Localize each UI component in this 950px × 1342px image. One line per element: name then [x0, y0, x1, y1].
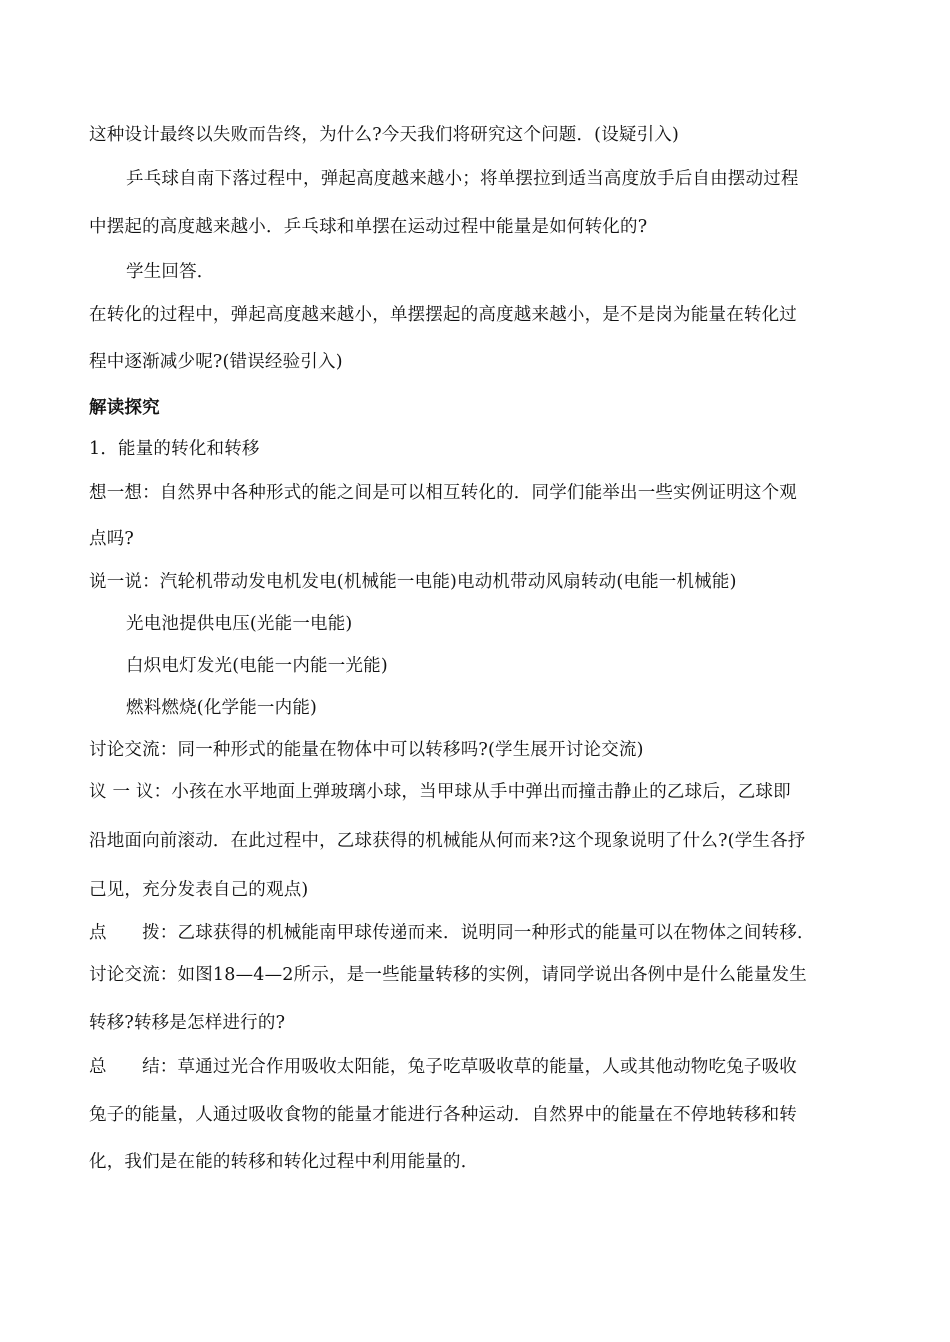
discuss-marbles-line-3: 己见，充分发表自己的观点) — [89, 880, 309, 900]
think-line-1: 想一想：自然界中各种形式的能之间是可以相互转化的．同学们能举出一些实例证明这个观 — [89, 483, 797, 503]
paragraph-pingpong-line-1: 乒乓球自南下落过程中，弹起高度越来越小；将单摆拉到适当高度放手后自由摆动过程 — [126, 169, 799, 189]
summary-text: 草通过光合作用吸收太阳能，兔子吃草吸收草的能量，人或其他动物吃兔子吸收 — [177, 1057, 797, 1077]
hint-line — [89, 922, 815, 944]
subsection-heading: 1．能量的转化和转移 — [89, 439, 260, 459]
discuss-text: 小孩在水平地面上弹玻璃小球，当甲球从手中弹出而撞击静止的乙球后，乙球即 — [171, 782, 791, 802]
paragraph-student-answer: 学生回答． — [126, 262, 215, 282]
discussion-figure-line-2: 转移?转移是怎样进行的? — [89, 1013, 286, 1033]
paragraph-misconception-line-1: 在转化的过程中，弹起高度越来越小，单摆摆起的高度越来越小，是不是岗为能量在转化过 — [89, 305, 797, 325]
say-example-photocell: 光电池提供电压(光能一电能) — [126, 614, 353, 634]
think-line-2: 点吗? — [89, 529, 134, 549]
hint-label: 点 拨： — [89, 923, 178, 943]
say-example-fuel: 燃料燃烧(化学能一内能) — [126, 698, 318, 718]
discuss-label: 议 一 议： — [89, 782, 172, 802]
discussion-line-1: 讨论交流：同一种形式的能量在物体中可以转移吗?(学生展开讨论交流) — [89, 740, 644, 760]
paragraph-pingpong-line-2: 中摆起的高度越来越小．乒乓球和单摆在运动过程中能量是如何转化的? — [89, 217, 648, 237]
discussion-figure-line-1: 讨论交流：如图18—4—2所示，是一些能量转移的实例，请同学说出各例中是什么能量发生 — [89, 965, 807, 985]
summary-line-3: 化，我们是在能的转移和转化过程中利用能量的． — [89, 1152, 479, 1172]
summary-line-2: 兔子的能量，人通过吸收食物的能量才能进行各种运动．自然界中的能量在不停地转移和转 — [89, 1105, 797, 1125]
discuss-marbles-line-1 — [89, 781, 791, 803]
summary-line-1 — [89, 1056, 797, 1078]
paragraph-intro-line: 这种设计最终以失败而告终，为什么?今天我们将研究这个问题．(设疑引入) — [89, 125, 680, 145]
say-example-lamp: 白炽电灯发光(电能一内能一光能) — [126, 656, 388, 676]
section-heading: 解读探究 — [89, 398, 160, 418]
discuss-marbles-line-2: 沿地面向前滚动．在此过程中，乙球获得的机械能从何而来?这个现象说明了什么?(学生各抒 — [89, 831, 806, 851]
summary-label: 总 结： — [89, 1057, 178, 1077]
say-line-1: 说一说：汽轮机带动发电机发电(机械能一电能)电动机带动风扇转动(电能一机械能) — [89, 572, 737, 592]
paragraph-misconception-line-2: 程中逐渐减少呢?(错误经验引入) — [89, 352, 343, 372]
hint-text: 乙球获得的机械能南甲球传递而来．说明同一种形式的能量可以在物体之间转移． — [177, 923, 815, 943]
